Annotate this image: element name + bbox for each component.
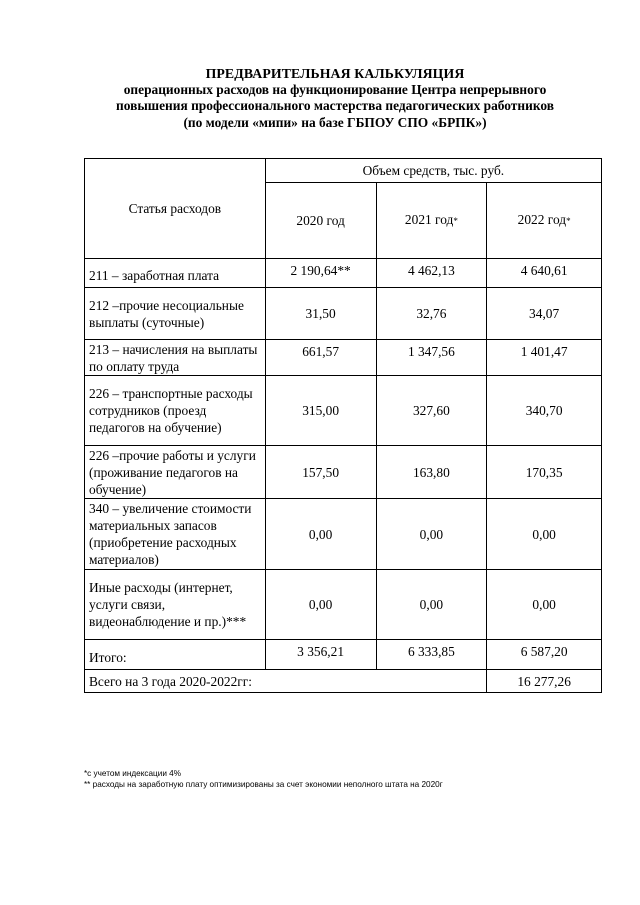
row-item: 213 – начисления на выплаты по оплату труда (85, 340, 266, 376)
row-value-2022: 6 587,20 (487, 640, 602, 670)
header-year-2020 (265, 183, 376, 259)
row-value-2021: 163,80 (376, 446, 487, 499)
row-value-2021: 0,00 (376, 499, 487, 570)
row-value-2020: 315,00 (265, 376, 376, 446)
header-year-2022 (487, 183, 602, 259)
row-item: Иные расходы (интернет, услуги связи, видеонаблюдение и пр.)*** (85, 570, 266, 640)
row-value-2020: 0,00 (265, 570, 376, 640)
row-value-2021: 4 462,13 (376, 259, 487, 288)
footnote-salary: ** расходы на заработную плату оптимизированы за счет экономии неполного штата на 2020г (84, 780, 443, 789)
row-value-2022: 0,00 (487, 499, 602, 570)
document-title (40, 66, 630, 131)
row-value-2020: 2 190,64** (265, 259, 376, 288)
year-mark: * (453, 216, 458, 226)
year-label: 2022 год (517, 212, 567, 227)
year-mark: * (566, 216, 571, 226)
row-value-2020: 31,50 (265, 288, 376, 340)
row-value-2020: 661,57 (265, 340, 376, 376)
header-item-column: Статья расходов (85, 159, 266, 259)
table-row (85, 570, 602, 640)
table-row-subtotal (85, 640, 602, 670)
row-item: 340 – увеличение стоимости материальных запасов (приобретение расходных материалов) (85, 499, 266, 570)
row-value-2021: 1 347,56 (376, 340, 487, 376)
row-value-2021: 32,76 (376, 288, 487, 340)
table-row (85, 499, 602, 570)
row-item: Итого: (85, 640, 266, 670)
row-value-2022: 0,00 (487, 570, 602, 640)
table-row (85, 288, 602, 340)
year-label: 2020 год (296, 213, 345, 228)
row-item: 212 –прочие несоциальные выплаты (суточные) (85, 288, 266, 340)
header-volume-group: Объем средств, тыс. руб. (265, 159, 601, 183)
header-year-2021 (376, 183, 487, 259)
row-value-2022: 340,70 (487, 376, 602, 446)
grand-total-label: Всего на 3 года 2020-2022гг: (85, 670, 487, 693)
table-row (85, 340, 602, 376)
row-item: 226 –прочие работы и услуги (проживание педагогов на обучение) (85, 446, 266, 499)
row-value-2021: 0,00 (376, 570, 487, 640)
row-value-2021: 327,60 (376, 376, 487, 446)
table-row-grand-total (85, 670, 602, 693)
row-item: 211 – заработная плата (85, 259, 266, 288)
footnotes (84, 768, 443, 790)
row-value-2022: 1 401,47 (487, 340, 602, 376)
table-row (85, 446, 602, 499)
row-value-2022: 34,07 (487, 288, 602, 340)
row-value-2021: 6 333,85 (376, 640, 487, 670)
grand-total-value: 16 277,26 (487, 670, 602, 693)
row-value-2020: 3 356,21 (265, 640, 376, 670)
row-item: 226 – транспортные расходы сотрудников (проезд педагогов на обучение) (85, 376, 266, 446)
budget-table (84, 158, 602, 693)
title-line-3: повышения профессионального мастерства педагогических работников (116, 98, 554, 114)
row-value-2020: 157,50 (265, 446, 376, 499)
table-row (85, 376, 602, 446)
row-value-2020: 0,00 (265, 499, 376, 570)
year-label: 2021 год (404, 212, 454, 227)
table-row (85, 259, 602, 288)
title-line-1: ПРЕДВАРИТЕЛЬНАЯ КАЛЬКУЛЯЦИЯ (205, 66, 465, 81)
footnote-indexation: *с учетом индексации 4% (84, 769, 182, 778)
title-line-2: операционных расходов на функционирование Центра непрерывного (123, 82, 547, 98)
row-value-2022: 4 640,61 (487, 259, 602, 288)
row-value-2022: 170,35 (487, 446, 602, 499)
title-line-4: (по модели «мипи» на базе ГБПОУ СПО «БРПК») (183, 114, 487, 130)
